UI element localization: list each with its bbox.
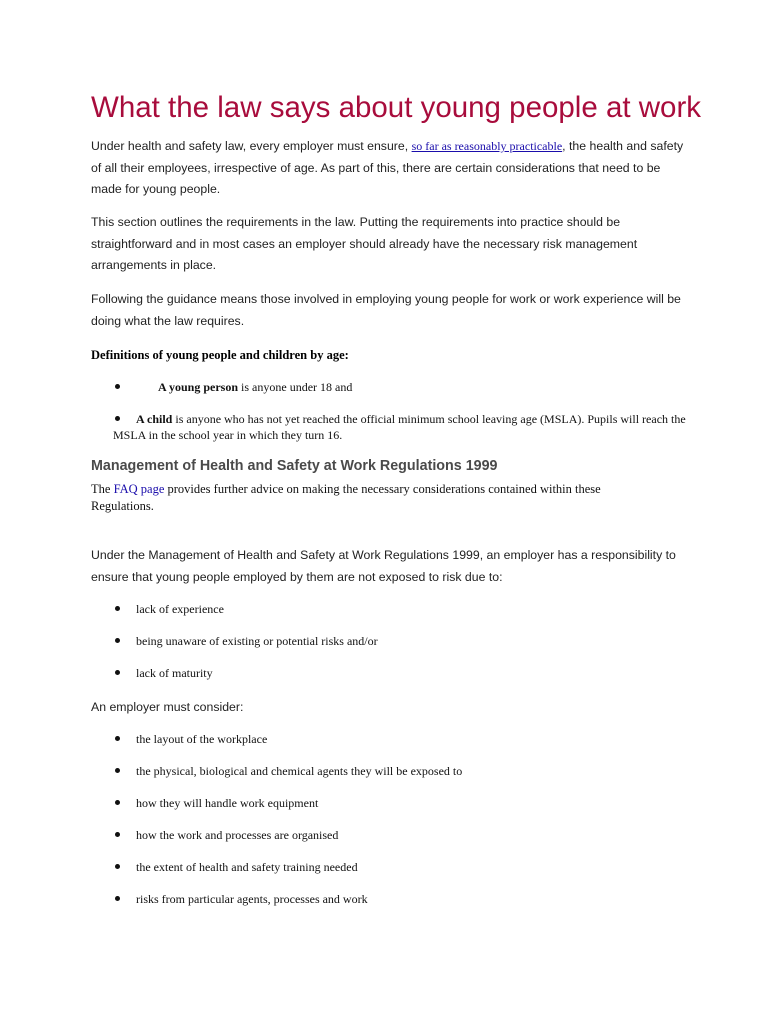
bullet-icon bbox=[115, 768, 120, 773]
risk-item: lack of maturity bbox=[136, 666, 213, 680]
bullet-icon bbox=[115, 384, 120, 389]
faq-page-link[interactable]: FAQ page bbox=[113, 482, 165, 496]
bullet-icon bbox=[115, 736, 120, 741]
list-item bbox=[91, 633, 691, 665]
intro-paragraph bbox=[91, 136, 687, 201]
definitions-heading: Definitions of young people and children by age: bbox=[91, 348, 349, 362]
bullet-icon bbox=[115, 800, 120, 805]
faq-text-before: The bbox=[91, 482, 114, 496]
bullet-icon bbox=[115, 416, 120, 421]
consider-item: the extent of health and safety training needed bbox=[136, 860, 358, 874]
bullet-icon bbox=[115, 606, 120, 611]
regulations-heading: Management of Health and Safety at Work Regulations 1999 bbox=[91, 458, 498, 474]
page-title: What the law says about young people at work bbox=[91, 91, 702, 124]
consider-item: how they will handle work equipment bbox=[136, 796, 319, 810]
intro-text-before-link: Under health and safety law, every employer must ensure, bbox=[91, 139, 412, 153]
reasonably-practicable-link[interactable]: so far as reasonably practicable bbox=[411, 139, 563, 153]
list-item bbox=[91, 827, 691, 859]
intro-text-after-link: , the health and safety of all their employees, irrespective of age. As part of this, there are certain considerations that need to be made for young people. bbox=[91, 139, 684, 196]
faq-text-after: provides further advice on making the necessary considerations contained within these Regulations. bbox=[91, 482, 601, 513]
list-item bbox=[91, 859, 691, 891]
definition-term: A child bbox=[136, 412, 173, 426]
bullet-icon bbox=[115, 896, 120, 901]
bullet-icon bbox=[115, 832, 120, 837]
definition-term: A young person bbox=[158, 380, 239, 394]
section-outline-paragraph: This section outlines the requirements in the law. Putting the requirements into practice should be straightforward and in most cases an employer should already have the necessary risk management arrangements in place. bbox=[91, 215, 638, 272]
definition-young-person bbox=[113, 379, 691, 395]
bullet-icon bbox=[115, 670, 120, 675]
definition-text: is anyone who has not yet reached the official minimum school leaving age (MSLA). Pupils will reach the MSLA in the school year in which they turn 16. bbox=[113, 412, 686, 442]
bullet-icon bbox=[115, 864, 120, 869]
bullet-icon bbox=[115, 638, 120, 643]
consider-item: risks from particular agents, processes and work bbox=[136, 892, 368, 906]
consider-intro: An employer must consider: bbox=[91, 700, 244, 714]
list-item bbox=[91, 411, 691, 443]
responsibility-paragraph: Under the Management of Health and Safety at Work Regulations 1999, an employer has a responsibility to ensure that young people employed by them are not exposed to risk due to: bbox=[91, 548, 676, 584]
consider-item: the layout of the workplace bbox=[136, 732, 268, 746]
definition-child bbox=[113, 411, 688, 443]
list-item bbox=[91, 379, 691, 395]
risk-item: being unaware of existing or potential risks and/or bbox=[136, 634, 378, 648]
faq-paragraph bbox=[91, 481, 651, 514]
definition-text: is anyone under 18 and bbox=[238, 380, 353, 394]
list-item bbox=[91, 891, 691, 923]
consider-item: the physical, biological and chemical agents they will be exposed to bbox=[136, 764, 463, 778]
list-item bbox=[91, 795, 691, 827]
list-item bbox=[91, 601, 691, 633]
risks-list bbox=[91, 601, 691, 697]
list-item bbox=[91, 665, 691, 697]
definitions-list bbox=[91, 379, 691, 460]
risk-item: lack of experience bbox=[136, 602, 224, 616]
consider-list bbox=[91, 731, 691, 923]
guidance-paragraph: Following the guidance means those involved in employing young people for work or work experience will be doing what the law requires. bbox=[91, 292, 681, 328]
list-item bbox=[91, 731, 691, 763]
list-item bbox=[91, 763, 691, 795]
consider-item: how the work and processes are organised bbox=[136, 828, 339, 842]
